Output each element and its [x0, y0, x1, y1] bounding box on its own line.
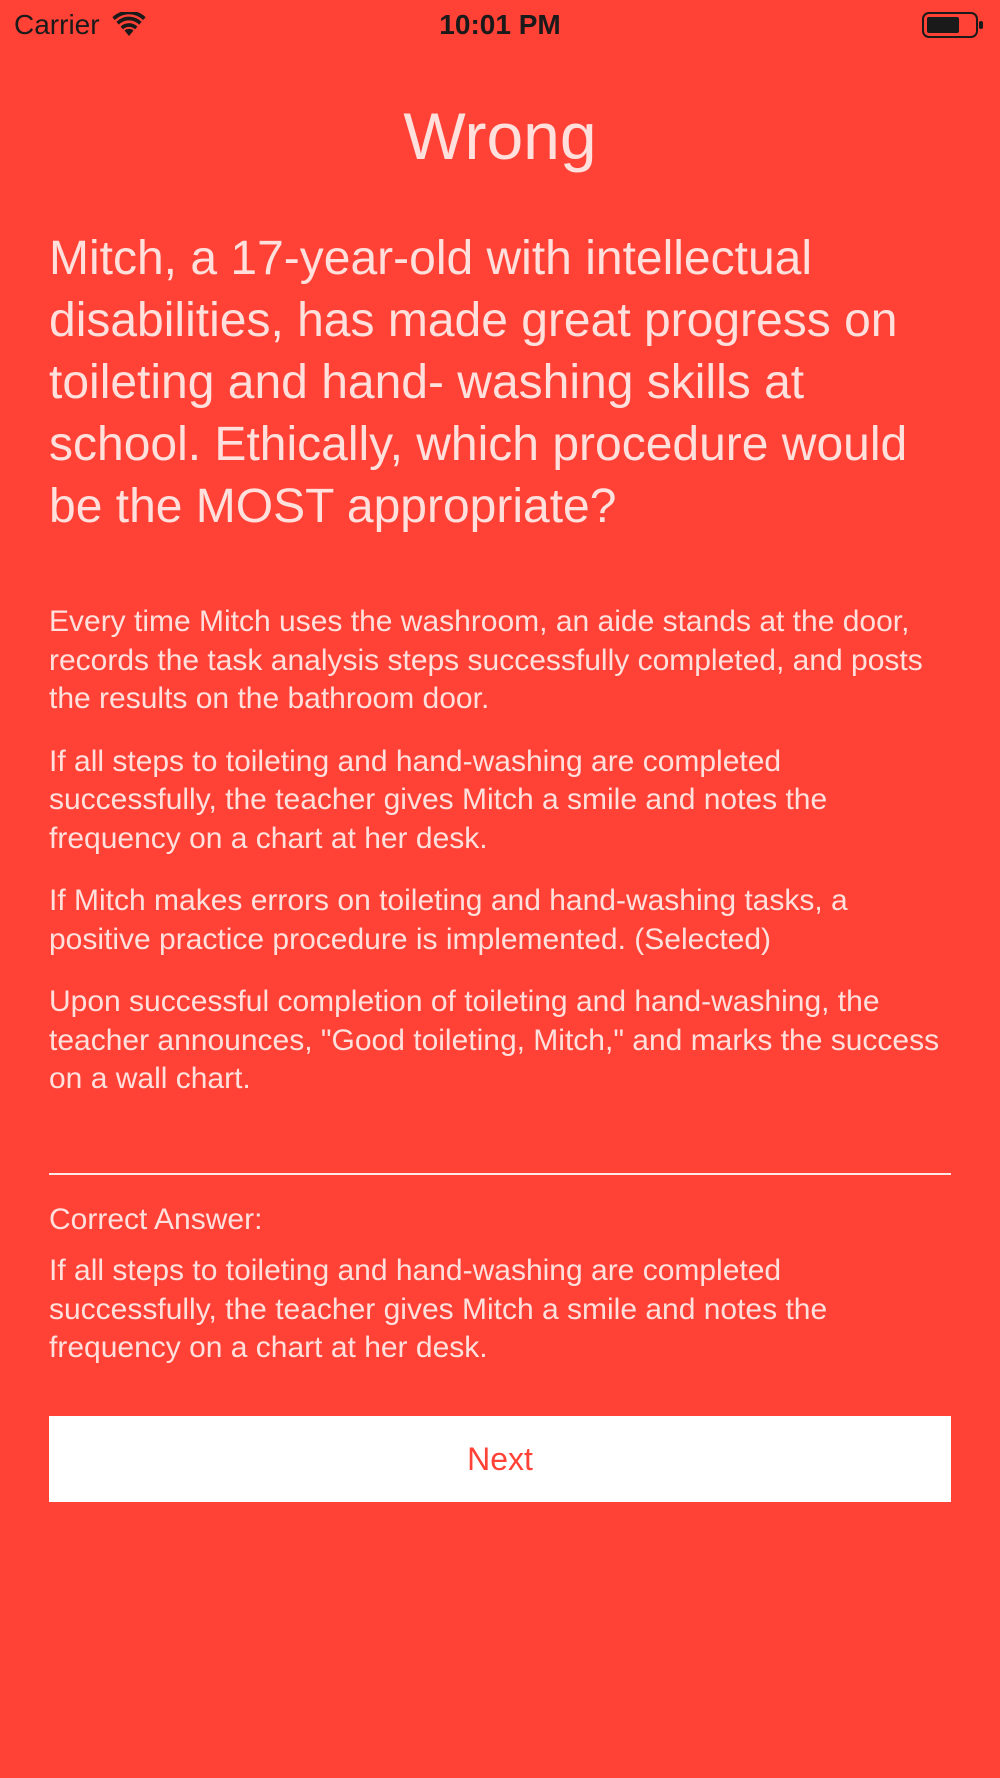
answer-option-1: Every time Mitch uses the washroom, an aide stands at the door, records the task analysis steps successfully completed, and posts the results on the bathroom door.: [49, 605, 923, 715]
answer-option-2: If all steps to toileting and hand-washing are completed successfully, the teacher gives Mitch a smile and notes the frequency on a chart at her desk.: [49, 744, 828, 855]
result-title: Wrong: [403, 99, 597, 173]
status-time: 10:01 PM: [439, 9, 561, 40]
divider: [49, 1173, 951, 1175]
answer-option-3: If Mitch makes errors on toileting and hand-washing tasks, a positive practice procedure is implemented. (Selected): [49, 884, 848, 956]
next-button[interactable]: Next: [49, 1416, 951, 1502]
answer-options: [49, 603, 951, 1123]
correct-answer-text: If all steps to toileting and hand-washing are completed successfully, the teacher gives Mitch a smile and notes the frequency on a chart at her desk.: [49, 1254, 828, 1364]
battery-icon: [922, 11, 984, 39]
answer-option-4: Upon successful completion of toileting and hand-washing, the teacher announces, "Good toileting, Mitch," and marks the success on a wall chart.: [49, 985, 940, 1095]
correct-answer-label: Correct Answer:: [49, 1203, 263, 1236]
question-text: Mitch, a 17-year-old with intellectual disabilities, has made great progress on toileting and hand- washing skills at school. Ethically, which procedure would be the MOST appropriate?: [49, 232, 908, 533]
status-bar: [0, 0, 1000, 50]
carrier-label: Carrier: [14, 9, 100, 40]
